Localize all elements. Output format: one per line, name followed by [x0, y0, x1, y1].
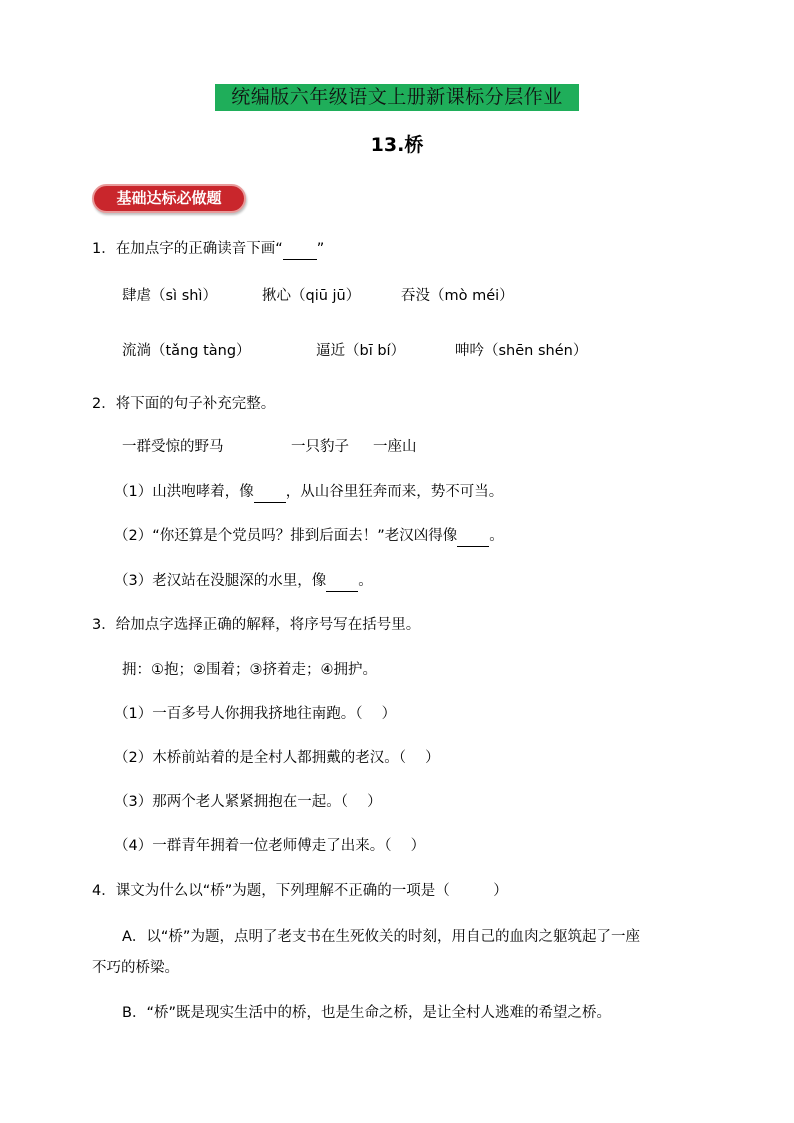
q1-item: 肆虐（sì shì）: [122, 288, 217, 304]
q3-definition: 拥：①抱；②围着；③挤着走；④拥护。: [122, 662, 377, 678]
section-label: 基础达标必做题: [92, 184, 246, 213]
q4-option-a: A．以“桥”为题，点明了老支书在生死攸关的时刻，用自己的血肉之躯筑起了一座: [122, 929, 640, 945]
q1-item: 逼近（bī bí）: [316, 343, 406, 359]
question-4-stem: 4．课文为什么以“桥”为题，下列理解不正确的一项是（ ）: [92, 883, 508, 899]
q2-sentence-1-prefix: （1）山洪咆哮着，像: [114, 484, 254, 500]
question-1-stem: [92, 239, 324, 260]
q3-item: （2）木桥前站着的是全村人都拥戴的老汉。（ ）: [114, 750, 440, 766]
q2-sentence-2-suffix: 。: [489, 528, 504, 544]
q2-sentence-2-prefix: （2）“你还算是个党员吗？排到后面去！”老汉凶得像: [114, 528, 458, 544]
answer-blank: [326, 571, 358, 592]
q2-option: 一座山: [373, 439, 417, 455]
q1-item: 呻吟（shēn shén）: [455, 343, 588, 359]
question-1-stem-suffix: ”: [316, 241, 325, 257]
q2-sentence-1-suffix: ，从山谷里狂奔而来，势不可当。: [285, 484, 504, 500]
series-banner: 统编版六年级语文上册新课标分层作业: [215, 84, 579, 111]
answer-blank: [283, 239, 317, 260]
q2-sentence-3: [114, 571, 373, 592]
q4-option-a-continued: 不巧的桥梁。: [92, 960, 179, 976]
q2-sentence-3-suffix: 。: [358, 573, 373, 589]
question-3-stem: 3．给加点字选择正确的解释，将序号写在括号里。: [92, 617, 421, 633]
answer-blank: [254, 482, 286, 503]
q1-item: 吞没（mò méi）: [401, 288, 514, 304]
answer-blank: [457, 526, 489, 547]
q2-option: 一只豹子: [291, 439, 349, 455]
q2-sentence-1: [114, 482, 503, 503]
question-2-stem: 2．将下面的句子补充完整。: [92, 396, 276, 412]
q3-item: （4）一群青年拥着一位老师傅走了出来。（ ）: [114, 838, 426, 854]
q1-item: 揪心（qiū jū）: [262, 288, 361, 304]
q3-item: （3）那两个老人紧紧拥抱在一起。（ ）: [114, 794, 382, 810]
q4-option-b: B．“桥”既是现实生活中的桥，也是生命之桥，是让全村人逃难的希望之桥。: [122, 1005, 611, 1021]
question-1-stem-prefix: 1．在加点字的正确读音下画“: [92, 241, 283, 257]
lesson-title: 13.桥: [370, 134, 424, 156]
q2-sentence-3-prefix: （3）老汉站在没腿深的水里，像: [114, 573, 327, 589]
q1-item: 流淌（tǎng tàng）: [122, 343, 251, 359]
q2-option: 一群受惊的野马: [122, 439, 224, 455]
q2-sentence-2: [114, 526, 504, 547]
q3-item: （1）一百多号人你拥我挤地往南跑。（ ）: [114, 706, 397, 722]
